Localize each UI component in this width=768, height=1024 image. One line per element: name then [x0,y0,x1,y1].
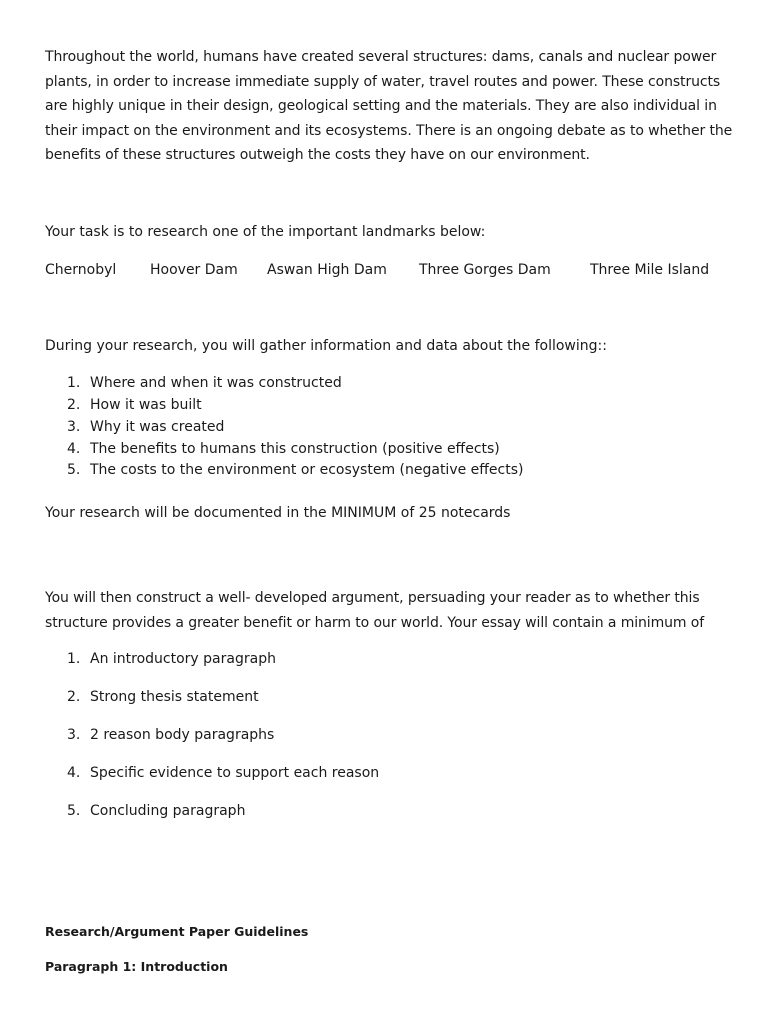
list-item: 4. The benefits to humans this construction (positive effects) [67,441,500,457]
list-item: 4. Specific evidence to support each reason [67,765,380,781]
list-item: 2. Strong thesis statement [67,689,259,705]
list-item: 1. Where and when it was constructed [67,375,342,391]
task-text: Your task is to research one of the important landmarks below: [45,224,486,240]
list-item: 5. The costs to the environment or ecosystem (negative effects) [67,462,524,478]
list-item: 3. 2 reason body paragraphs [67,727,275,743]
list-item: 2. How it was built [67,397,202,413]
landmark-three-gorges-dam: Three Gorges Dam [419,262,551,278]
landmark-three-mile-island: Three Mile Island [590,262,710,278]
notecards-text: Your research will be documented in the MINIMUM of 25 notecards [45,505,511,521]
landmark-hoover-dam: Hoover Dam [150,262,238,278]
argument-paragraph: You will then construct a well- developed argument, persuading your reader as to whether this structure provides a greater benefit or harm to our world. Your essay will contain a minimum of [45,590,705,631]
list-item: 5. Concluding paragraph [67,803,246,819]
list-item: 1. An introductory paragraph [67,651,276,667]
guidelines-heading: Research/Argument Paper Guidelines [45,924,309,939]
intro-paragraph: Throughout the world, humans have created several structures: dams, canals and nuclear power plants, in order to increase immediate supply of water, travel routes and power. These constructs are highly unique in their design, geological setting and the materials. They are also individual in their impact on the environment and its ecosystems. There is an ongoing debate as to whether the benefits of these structures outweigh the costs they have on our environment. [45,49,733,163]
paragraph1-heading: Paragraph 1: Introduction [45,959,228,974]
landmark-chernobyl: Chernobyl [45,262,117,278]
list-item: 3. Why it was created [67,419,225,435]
research-intro: During your research, you will gather information and data about the following:: [45,338,607,354]
landmark-aswan-high-dam: Aswan High Dam [267,262,387,278]
